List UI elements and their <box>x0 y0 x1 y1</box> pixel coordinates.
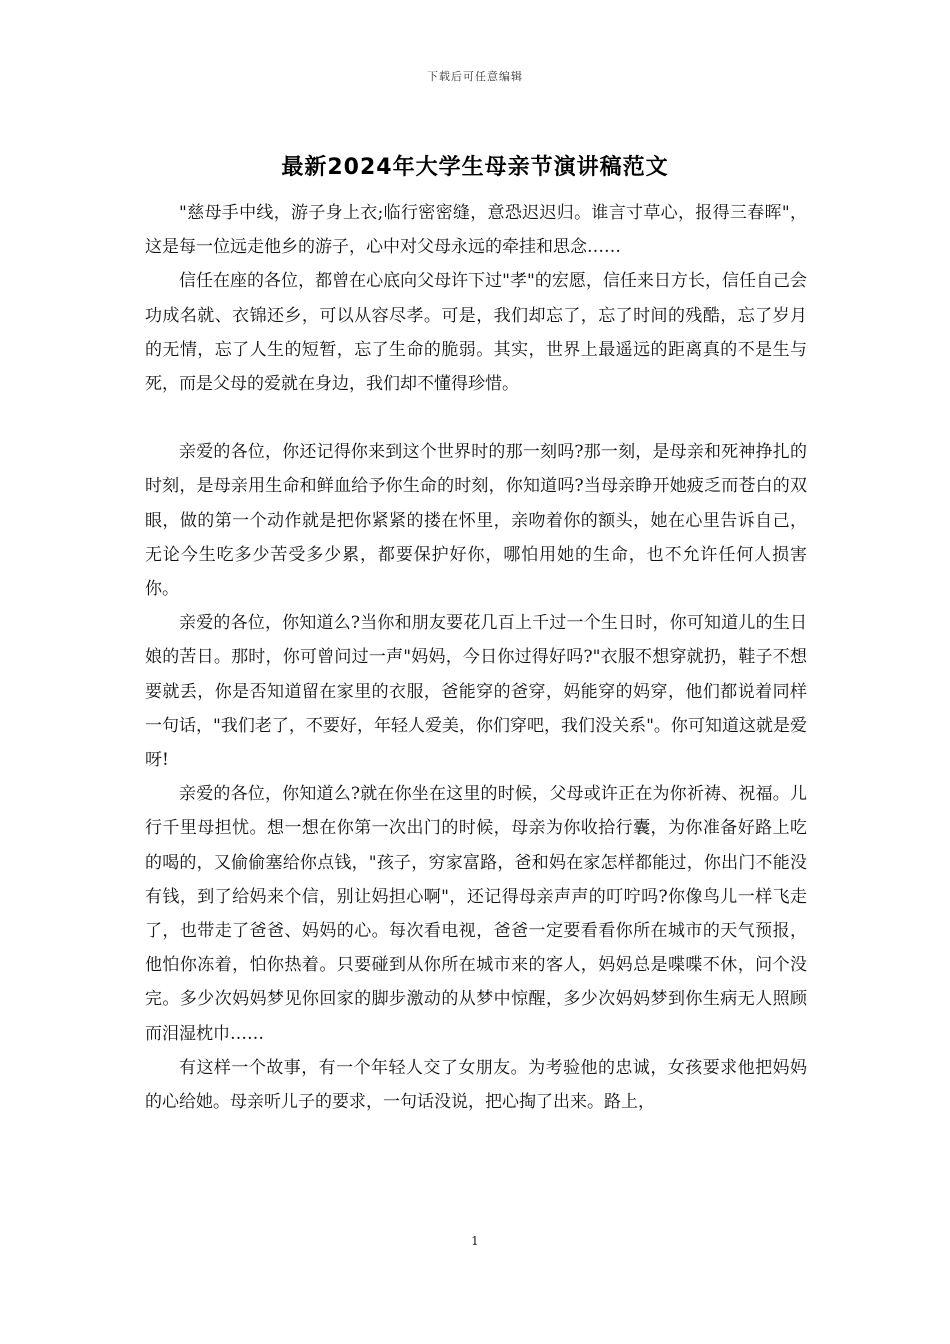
page-header-note: 下载后可任意编辑 <box>427 70 523 83</box>
document-body <box>145 196 807 1119</box>
paragraph: 亲爱的各位，你还记得你来到这个世界时的那一刻吗?那一刻，是母亲和死神挣扎的时刻，是母亲用生命和鲜血给予你生命的时刻，你知道吗?当母亲睁开她疲乏而苍白的双眼，做的第一个动作就是把你紧紧的搂在怀里，亲吻着你的额头，她在心里告诉自己，无论今生吃多少苦受多少累，都要保护好你，哪怕用她的生命，也不允许任何人损害你。 <box>145 442 807 600</box>
paragraph: 信任在座的各位，都曾在心底向父母许下过"孝"的宏愿，信任来日方长，信任自己会功成名就、衣锦还乡，可以从容尽孝。可是，我们却忘了，忘了时间的残酷，忘了岁月的无情，忘了人生的短暂，忘了生命的脆弱。其实，世界上最遥远的距离真的不是生与死，而是父母的爱就在身边，我们却不懂得珍惜。 <box>145 271 807 395</box>
page-number: 1 <box>471 1234 479 1248</box>
document-title: 最新2024年大学生母亲节演讲稿范文 <box>281 155 669 180</box>
paragraph: 亲爱的各位，你知道么?当你和朋友要花几百上千过一个生日时，你可知道儿的生日娘的苦日。那时，你可曾问过一声"妈妈，今日你过得好吗?"衣服不想穿就扔，鞋子不想要就丢，你是否知道留在家里的衣服，爸能穿的爸穿，妈能穿的妈穿，他们都说着同样一句话，"我们老了，不要好，年轻人爱美，你们穿吧，我们没关系"。你可知道这就是爱呀! <box>145 613 807 771</box>
paragraph: "慈母手中线，游子身上衣;临行密密缝，意恐迟迟归。谁言寸草心，报得三春晖"，这是每一位远走他乡的游子，心中对父母永远的牵挂和思念…… <box>145 203 807 258</box>
paragraph: 亲爱的各位，你知道么?就在你坐在这里的时候，父母或许正在为你祈祷、祝福。儿行千里母担忧。想一想在你第一次出门的时候，母亲为你收拾行囊，为你准备好路上吃的喝的，又偷偷塞给你点钱，"孩子，穷家富路，爸和妈在家怎样都能过，你出门不能没有钱，到了给妈来个信，别让妈担心啊"，还记得母亲声声的叮咛吗?你像鸟儿一样飞走了，也带走了爸爸、妈妈的心。每次看电视，爸爸一定要看看你所在城市的天气预报，他怕你冻着，怕你热着。只要碰到从你所在城市来的客人，妈妈总是喋喋不休，问个没完。多少次妈妈梦见你回家的脚步激动的从梦中惊醒，多少次妈妈梦到你生病无人照顾而泪湿枕巾…… <box>145 784 807 1044</box>
paragraph: 有这样一个故事，有一个年轻人交了女朋友。为考验他的忠诚，女孩要求他把妈妈的心给她。母亲听儿子的要求，一句话没说，把心掏了出来。路上， <box>145 1057 807 1113</box>
